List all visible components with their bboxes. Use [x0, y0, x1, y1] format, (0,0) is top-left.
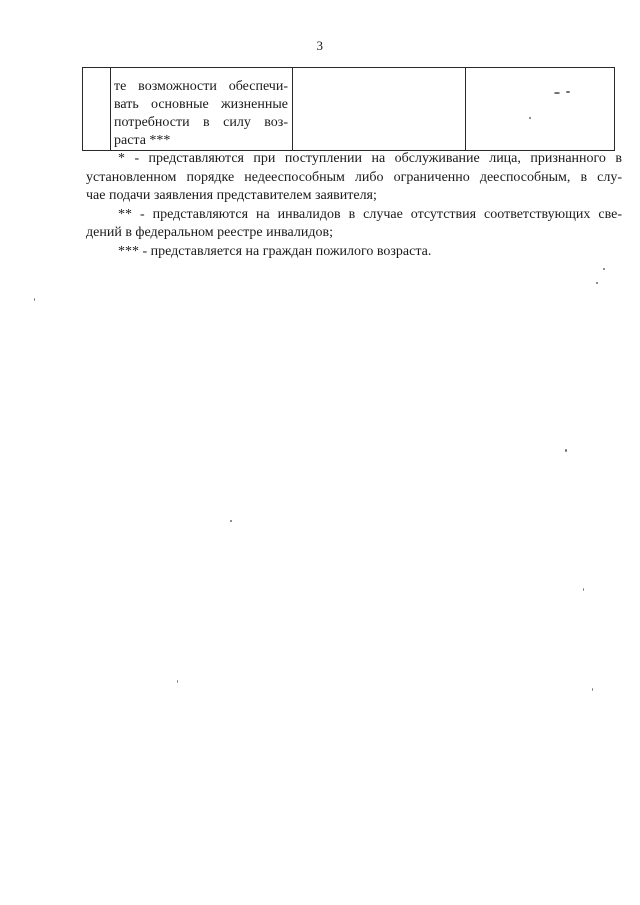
- scan-speck: [230, 520, 232, 522]
- continuation-table: [82, 67, 615, 151]
- footnote-line: * - представляются при поступлении на обслуживание лица, признанного в: [118, 151, 622, 166]
- scan-speck: [596, 282, 598, 284]
- cell-text-line: вать основные жизненные: [114, 97, 288, 112]
- scan-speck: [566, 91, 570, 93]
- scan-speck: [583, 588, 584, 591]
- scan-speck: [565, 449, 567, 452]
- footnote-1: [86, 150, 622, 206]
- cell-text-line: те возможности обеспечи-: [114, 79, 288, 94]
- scan-speck: [177, 680, 178, 683]
- cell-text-line: потребности в силу воз-: [114, 115, 288, 130]
- footnote-line: дений в федеральном реестре инвалидов;: [86, 225, 333, 241]
- scan-speck: [34, 298, 35, 301]
- page-number: 3: [316, 38, 324, 53]
- table-cell-empty: [293, 68, 466, 151]
- footnote-line: чае подачи заявления представителем заявителя;: [86, 188, 377, 204]
- table-cell-number: [83, 68, 111, 151]
- footnote-line: ** - представляются на инвалидов в случае отсутствия соответствующих све-: [118, 206, 622, 222]
- cell-text-line: раста ***: [114, 133, 171, 148]
- scan-speck: [603, 268, 605, 270]
- footnote-line: установленном порядке недееспособным либо ограниченно дееспособным, в слу-: [86, 169, 622, 185]
- scan-speck: [554, 92, 560, 94]
- footnotes: [86, 150, 622, 262]
- table-cell-empty: [466, 68, 615, 151]
- footnote-2: [86, 206, 622, 243]
- table-cell-description: [111, 68, 293, 151]
- scan-speck: [529, 117, 531, 119]
- footnote-line: *** - представляется на граждан пожилого возраста.: [118, 243, 432, 259]
- cell-text: [114, 78, 288, 150]
- table-row: [83, 68, 615, 151]
- scan-speck: [592, 688, 593, 691]
- footnote-3: [86, 243, 622, 262]
